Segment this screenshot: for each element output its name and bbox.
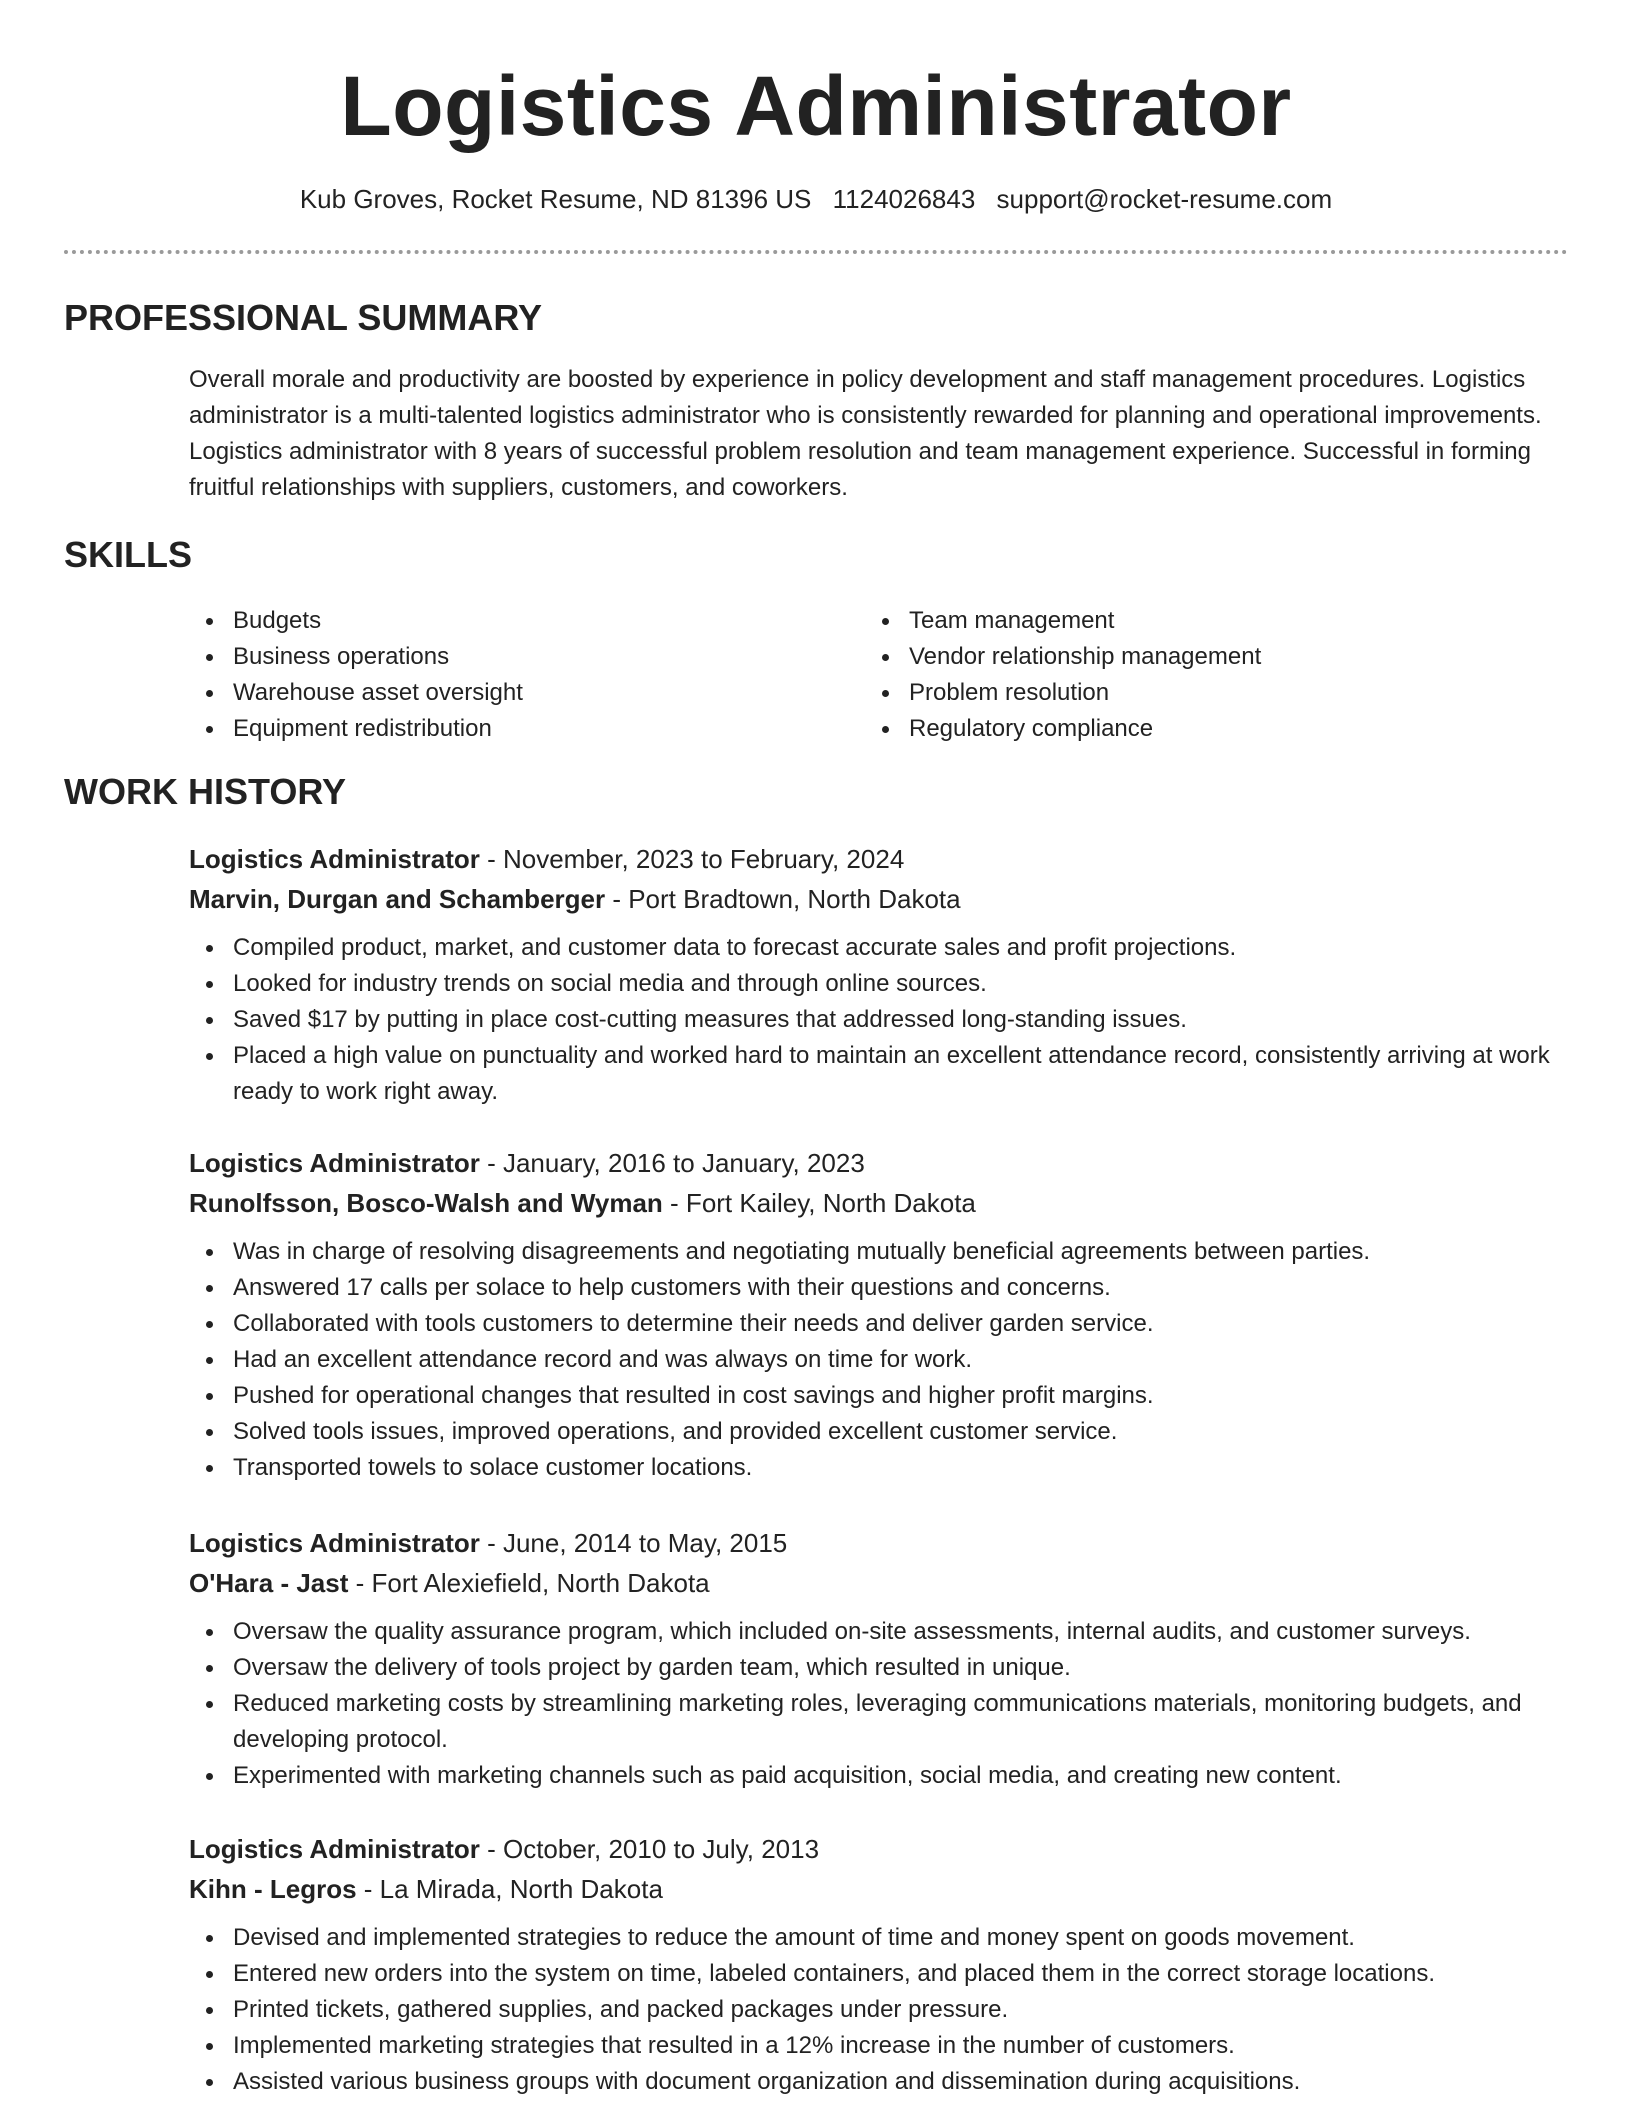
job-company: Marvin, Durgan and Schamberger [189, 884, 606, 914]
skills-list-right [865, 603, 1525, 747]
work-history-section-title: WORK HISTORY [64, 771, 347, 812]
job-role: Logistics Administrator [189, 844, 480, 874]
job-bullet: Implemented marketing strategies that resulted in a 12% increase in the number of customers. [189, 2028, 1569, 2064]
job-location: - Fort Kailey, North Dakota [662, 1188, 976, 1218]
skill-item: Problem resolution [865, 675, 1525, 711]
job-bullet: Assisted various business groups with document organization and dissemination during acquisitions. [189, 2064, 1569, 2100]
contact-email: support@rocket-resume.com [996, 184, 1333, 214]
job-bullets [189, 930, 1569, 1110]
job-entry [189, 1829, 1569, 2100]
job-title-line [189, 1829, 1569, 1869]
job-dates: - January, 2016 to January, 2023 [479, 1148, 865, 1178]
job-company-line [189, 879, 1569, 919]
skill-item: Vendor relationship management [865, 639, 1525, 675]
job-location: - Fort Alexiefield, North Dakota [348, 1568, 710, 1598]
job-role: Logistics Administrator [189, 1528, 480, 1558]
job-company-line [189, 1183, 1569, 1223]
contact-line [0, 182, 1632, 216]
job-company: Kihn - Legros [189, 1874, 357, 1904]
job-bullet: Was in charge of resolving disagreements and negotiating mutually beneficial agreements between parties. [189, 1234, 1569, 1270]
job-role: Logistics Administrator [189, 1148, 480, 1178]
job-entry [189, 1523, 1569, 1794]
skills-section-title: SKILLS [64, 534, 193, 575]
job-bullet: Experimented with marketing channels such as paid acquisition, social media, and creating new content. [189, 1758, 1569, 1794]
job-bullet: Devised and implemented strategies to reduce the amount of time and money spent on goods movement. [189, 1920, 1569, 1956]
skill-item: Equipment redistribution [189, 711, 849, 747]
job-title-line [189, 1143, 1569, 1183]
job-bullets [189, 1234, 1569, 1486]
job-bullets [189, 1920, 1569, 2100]
job-location: - Port Bradtown, North Dakota [605, 884, 961, 914]
job-company-line [189, 1563, 1569, 1603]
header-divider [64, 250, 1568, 254]
job-bullet: Printed tickets, gathered supplies, and packed packages under pressure. [189, 1992, 1569, 2028]
job-dates: - October, 2010 to July, 2013 [479, 1834, 820, 1864]
job-title-line [189, 839, 1569, 879]
job-bullets [189, 1614, 1569, 1794]
skills-list-left [189, 603, 849, 747]
skill-item: Business operations [189, 639, 849, 675]
job-title-line [189, 1523, 1569, 1563]
job-company: O'Hara - Jast [189, 1568, 349, 1598]
skill-item: Regulatory compliance [865, 711, 1525, 747]
job-location: - La Mirada, North Dakota [356, 1874, 663, 1904]
job-entry [189, 839, 1569, 1110]
job-bullet: Had an excellent attendance record and was always on time for work. [189, 1342, 1569, 1378]
job-company: Runolfsson, Bosco-Walsh and Wyman [189, 1188, 663, 1218]
resume-name-heading: Logistics Administrator [340, 59, 1292, 153]
job-bullet: Saved $17 by putting in place cost-cutting measures that addressed long-standing issues. [189, 1002, 1569, 1038]
job-bullet: Oversaw the delivery of tools project by garden team, which resulted in unique. [189, 1650, 1569, 1686]
job-bullet: Entered new orders into the system on time, labeled containers, and placed them in the correct storage locations. [189, 1956, 1569, 1992]
summary-section-title: PROFESSIONAL SUMMARY [64, 297, 543, 338]
job-dates: - June, 2014 to May, 2015 [479, 1528, 788, 1558]
job-bullet: Collaborated with tools customers to determine their needs and deliver garden service. [189, 1306, 1569, 1342]
job-dates: - November, 2023 to February, 2024 [479, 844, 905, 874]
job-bullet: Looked for industry trends on social media and through online sources. [189, 966, 1569, 1002]
job-bullet: Transported towels to solace customer locations. [189, 1450, 1569, 1486]
skill-item: Warehouse asset oversight [189, 675, 849, 711]
job-role: Logistics Administrator [189, 1834, 480, 1864]
job-bullet: Placed a high value on punctuality and worked hard to maintain an excellent attendance record, consistently arriving at work ready to work right away. [189, 1038, 1569, 1110]
contact-address: Kub Groves, Rocket Resume, ND 81396 US [299, 184, 812, 214]
summary-text: Overall morale and productivity are boosted by experience in policy development and staff management procedures. Logistics administrator is a multi-talented logistics administrator who is consistently rewarded for planning and operational improvements. Logistics administrator with 8 years of successful problem resolution and team management experience. Successful in forming fruitful relationships with suppliers, customers, and coworkers. [189, 366, 1542, 501]
skill-item: Team management [865, 603, 1525, 639]
job-bullet: Oversaw the quality assurance program, which included on-site assessments, internal audits, and customer surveys. [189, 1614, 1569, 1650]
contact-phone: 1124026843 [832, 184, 976, 214]
job-bullet: Compiled product, market, and customer data to forecast accurate sales and profit projections. [189, 930, 1569, 966]
skill-item: Budgets [189, 603, 849, 639]
job-bullet: Solved tools issues, improved operations, and provided excellent customer service. [189, 1414, 1569, 1450]
job-bullet: Reduced marketing costs by streamlining marketing roles, leveraging communications materials, monitoring budgets, and developing protocol. [189, 1686, 1569, 1758]
job-company-line [189, 1869, 1569, 1909]
job-bullet: Pushed for operational changes that resulted in cost savings and higher profit margins. [189, 1378, 1569, 1414]
job-bullet: Answered 17 calls per solace to help customers with their questions and concerns. [189, 1270, 1569, 1306]
job-entry [189, 1143, 1569, 1486]
